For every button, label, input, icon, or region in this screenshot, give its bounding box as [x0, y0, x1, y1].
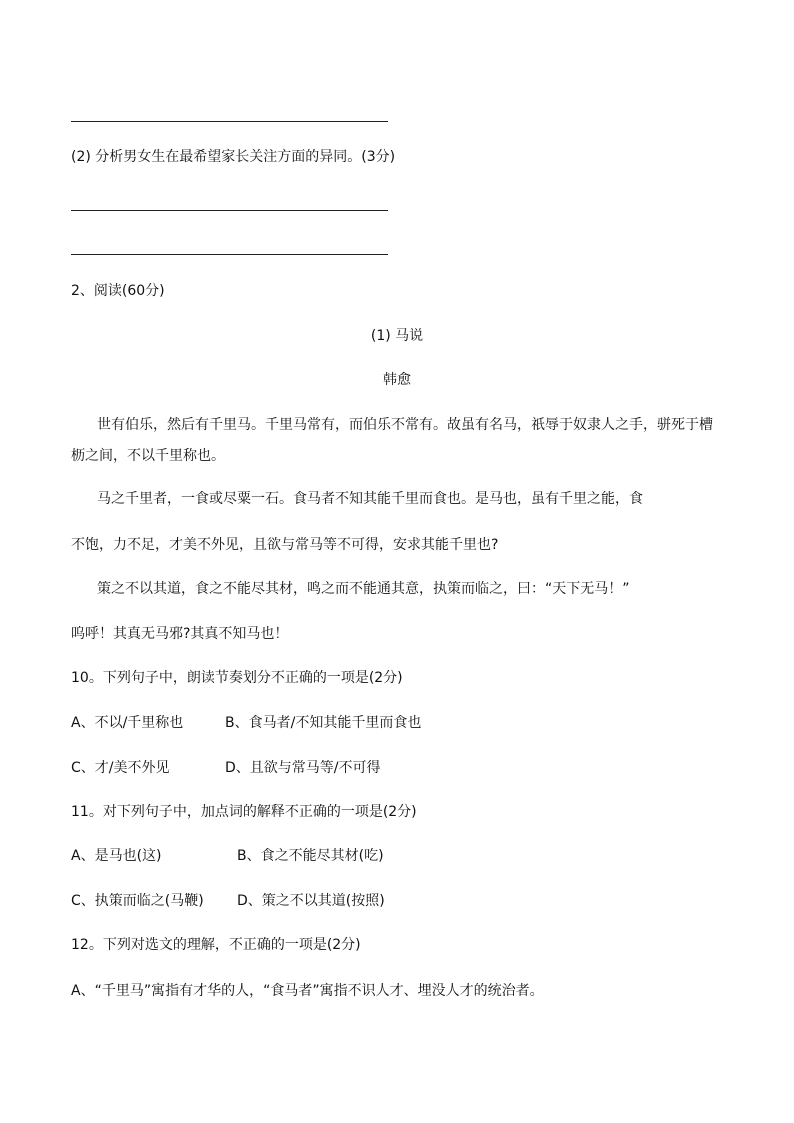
question-10-options-row-1	[71, 713, 421, 733]
section-heading: 2、阅读(60分)	[71, 283, 165, 299]
passage-paragraph-3-line-1: 策之不以其道，食之不能尽其材，鸣之而不能通其意，执策而临之，曰：“天下无马！”	[97, 581, 630, 597]
passage-author: 韩愈	[383, 372, 411, 388]
option-a: A、“千里马”寓指有才华的人，“食马者”寓指不识人才、埋没人才的统治者。	[71, 983, 544, 999]
survey-question-2: (2) 分析男女生在最希望家长关注方面的异同。(3分)	[71, 149, 396, 165]
option-d: D、策之不以其道(按照)	[237, 893, 385, 909]
passage-title: (1) 马说	[370, 328, 424, 344]
passage-paragraph-3-line-2: 呜呼！其真无马邪?其真不知马也！	[71, 626, 289, 642]
answer-line	[71, 121, 388, 122]
answer-line	[71, 210, 388, 211]
answer-line	[71, 254, 388, 255]
question-11-options-row-2	[71, 891, 385, 911]
option-a: A、不以/千里称也	[71, 715, 184, 731]
passage-paragraph-2-line-2: 不饱，力不足，才美不外见，且欲与常马等不可得，安求其能千里也?	[71, 537, 499, 553]
question-12-options-row-1	[71, 981, 544, 1001]
option-c: C、执策而临之(马鞭)	[71, 893, 204, 909]
option-b: B、食之不能尽其材(吃)	[237, 848, 384, 864]
passage-paragraph-1-line-1: 世有伯乐，然后有千里马。千里马常有，而伯乐不常有。故虽有名马，祇辱于奴隶人之手，骈死于槽	[97, 417, 713, 433]
question-12-stem: 12。下列对选文的理解，不正确的一项是(2分)	[71, 937, 361, 953]
question-11-stem: 11。对下列句子中，加点词的解释不正确的一项是(2分)	[71, 804, 417, 820]
passage-paragraph-2-line-1: 马之千里者，一食或尽粟一石。食马者不知其能千里而食也。是马也，虽有千里之能，食	[97, 491, 643, 507]
passage-paragraph-1-line-2: 枥之间，不以千里称也。	[71, 448, 225, 464]
question-10-stem: 10。下列句子中，朗读节奏划分不正确的一项是(2分)	[71, 670, 403, 686]
question-11-options-row-1	[71, 846, 384, 866]
option-b: B、食马者/不知其能千里而食也	[225, 715, 422, 731]
option-a: A、是马也(这)	[71, 848, 162, 864]
option-c: C、才/美不外见	[71, 760, 170, 776]
option-d: D、且欲与常马等/不可得	[225, 760, 381, 776]
question-10-options-row-2	[71, 758, 381, 778]
